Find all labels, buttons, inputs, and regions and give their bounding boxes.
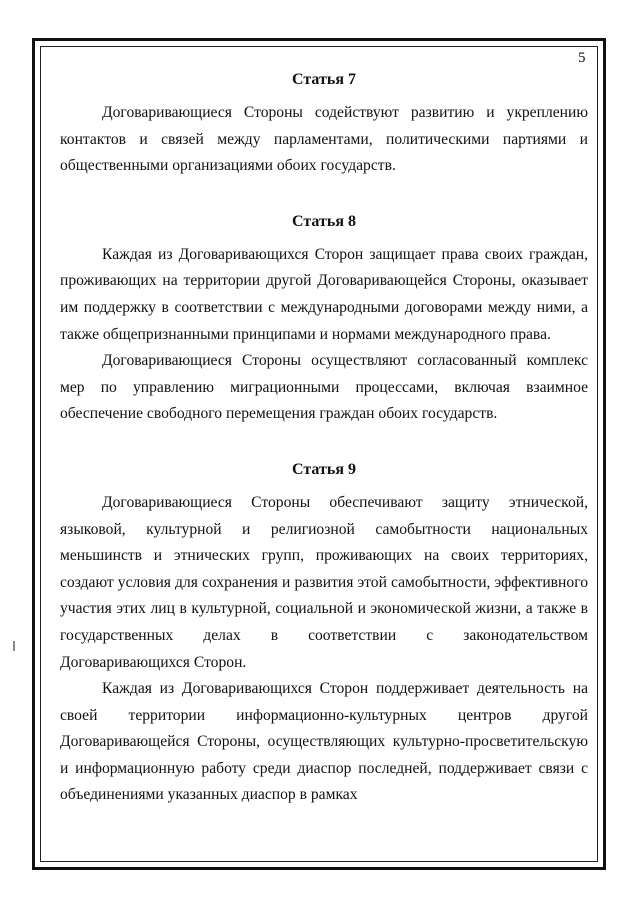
article-paragraph: Каждая из Договаривающихся Сторон защищает права своих граждан, проживающих на территории другой Договаривающейся Стороны, оказывает им поддержку в соответствии с международными договорами между ними, а также общепризнанными принципами и нормами международного права. xyxy=(60,245,588,343)
page-number: 5 xyxy=(578,50,586,66)
article-8 xyxy=(60,210,588,428)
article-title: Статья 8 xyxy=(292,212,356,230)
article-paragraph: Договаривающиеся Стороны содействуют развитию и укреплению контактов и связей между парламентами, политическими партиями и общественными организациями обоих государств. xyxy=(60,104,588,175)
document-body xyxy=(60,68,588,809)
article-paragraph: Договаривающиеся Стороны обеспечивают защиту этнической, языковой, культурной и религиозной самобытности национальных меньшинств и этнических групп, проживающих на своих территориях, создают условия для сохранения и развития этой самобытности, эффективного участия этих лиц в культурной, социальной и экономической жизни, а также в государственных делах в соответствии с законодательством Договаривающихся Сторон. xyxy=(60,493,588,671)
article-7 xyxy=(60,68,588,180)
article-paragraph: Каждая из Договаривающихся Сторон поддерживает деятельность на своей территории информационно-культурных центров другой Договаривающейся Стороны, осуществляющих культурно-просветительскую и информационную работу среди диаспор последней, поддерживает связи с объединениями указанных диаспор в рамках xyxy=(60,680,588,804)
article-paragraph: Договаривающиеся Стороны осуществляют согласованный комплекс мер по управлению миграционными процессами, включая взаимное обеспечение свободного перемещения граждан обоих государств. xyxy=(60,352,588,423)
scan-speck xyxy=(13,641,15,651)
article-9 xyxy=(60,458,588,809)
article-title: Статья 7 xyxy=(292,71,356,88)
article-title: Статья 9 xyxy=(292,460,356,478)
